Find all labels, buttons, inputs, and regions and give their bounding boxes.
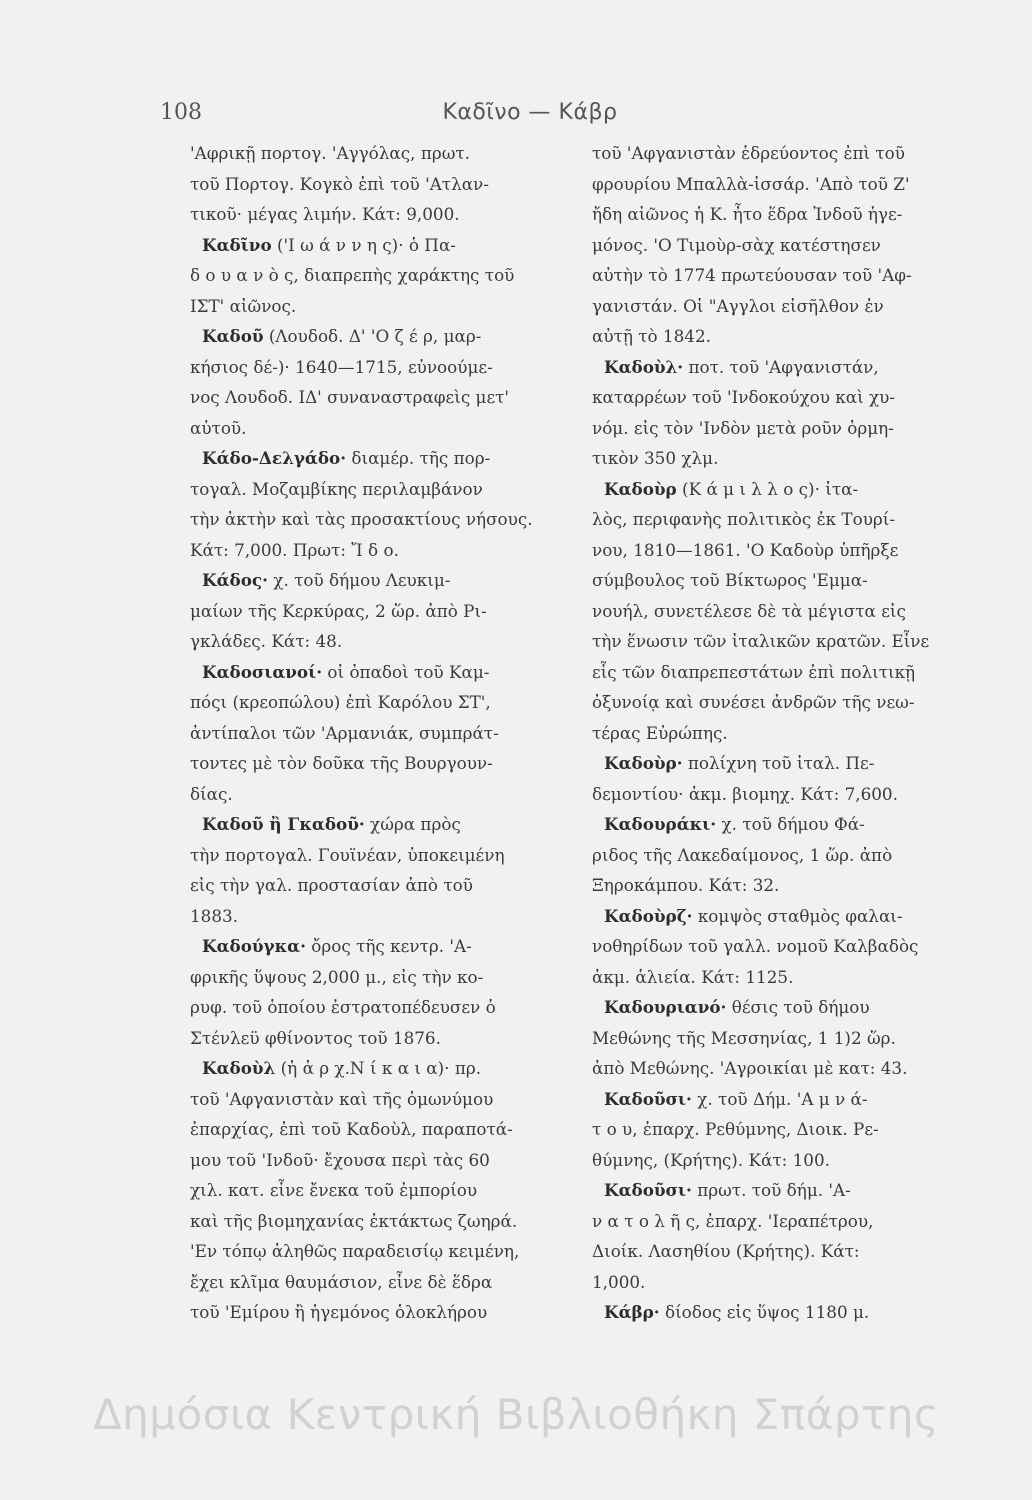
entry-line: σύμβουλος τοῦ Βίκτωρος 'Εμμα- — [592, 570, 868, 590]
entry-line: Κάτ: 7,000. Πρωτ: Ἴ δ ο. — [190, 539, 399, 560]
dictionary-entry — [592, 474, 980, 749]
dictionary-entry — [592, 901, 980, 993]
entry-text: ('Ι ω ά ν ν η ς)· ὁ Πα- — [271, 234, 456, 255]
entry-line: φρικῆς ὕψους 2,000 μ., εἰς τὴν κο- — [190, 966, 484, 987]
entry-line: καταρρέων τοῦ 'Ινδοκούχου καὶ χυ- — [592, 387, 896, 407]
entry-text: χώρα πρὸς — [364, 814, 461, 834]
entry-line: θύμνης, (Κρήτης). Κάτ: 100. — [592, 1149, 830, 1170]
entry-line: γανιστάν. Οἱ "Αγγλοι εἰσῆλθον ἐν — [592, 295, 884, 316]
entry-headword: Καδοσιανοί· — [202, 661, 323, 682]
entry-headword: Καδούγκα· — [202, 936, 306, 956]
dictionary-entry — [190, 443, 578, 565]
entry-line: ν α τ ο λ ῆ ς, ἐπαρχ. 'Ιεραπέτρου, — [592, 1210, 874, 1231]
entry-line: ἀντίπαλοι τῶν 'Αρμανιάκ, συμπράτ- — [190, 722, 499, 743]
library-watermark: Δημόσια Κεντρική Βιβλιοθήκη Σπάρτης — [92, 1390, 940, 1439]
entry-line: τοντες μὲ τὸν δοῦκα τῆς Βουργουν- — [190, 753, 493, 773]
entry-line: δ ο υ α ν ὸ ς, διαπρεπὴς χαράκτης τοῦ — [190, 265, 515, 285]
entry-line: εἷς τῶν διαπρεπεστάτων ἐπὶ πολιτικῇ — [592, 661, 916, 682]
entry-line: πόςι (κρεοπώλου) ἐπὶ Καρόλου ΣΤ', — [190, 692, 491, 712]
entry-headword: Καδουράκι· — [604, 814, 717, 834]
entry-headword: Καδοὺρ — [604, 478, 677, 499]
entry-line: χιλ. κατ. εἶνε ἔνεκα τοῦ ἐμπορίου — [190, 1180, 478, 1200]
entry-first-line — [190, 230, 578, 261]
entry-first-line — [592, 809, 980, 840]
entry-headword: Κάδος· — [202, 570, 268, 590]
page-number: 108 — [160, 100, 202, 125]
entry-line: τοῦ 'Αφγανιστὰν ἑδρεύοντος ἐπὶ τοῦ — [592, 143, 905, 163]
entry-line: δεμοντίου· ἀκμ. βιομηχ. Κάτ: 7,600. — [592, 783, 898, 804]
dictionary-entry — [190, 809, 578, 931]
right-column — [592, 138, 980, 1328]
entry-first-line — [190, 321, 578, 352]
entry-line: τικὸν 350 χλμ. — [592, 448, 719, 468]
entry-first-line — [592, 352, 980, 383]
entry-line: δίας. — [190, 783, 233, 804]
entry-headword: Καδοῦσι· — [604, 1088, 692, 1109]
entry-line: ἀκμ. ἁλιεία. Κάτ: 1125. — [592, 966, 794, 987]
dictionary-entry — [190, 1053, 578, 1328]
entry-first-line — [592, 1175, 980, 1206]
entry-text: πολίχνη τοῦ ἰταλ. Πε- — [682, 753, 875, 773]
dictionary-entry — [190, 565, 578, 657]
entry-text: κομψὸς σταθμὸς φαλαι- — [692, 905, 903, 926]
entry-line: ρυφ. τοῦ ὁποίου ἐστρατοπέδευσεν ὁ — [190, 997, 496, 1017]
entry-line: Διοίκ. Λασηθίου (Κρήτης). Κάτ: — [592, 1241, 860, 1261]
entry-first-line — [592, 748, 980, 779]
entry-first-line — [592, 992, 980, 1023]
entry-line: Μεθώνης τῆς Μεσσηνίας, 1 1)2 ὥρ. — [592, 1027, 896, 1048]
entry-line: 1883. — [190, 905, 239, 926]
entry-line: καὶ τῆς βιομηχανίας ἐκτάκτως ζωηρά. — [190, 1210, 518, 1231]
entry-line: 1,000. — [592, 1271, 646, 1292]
dictionary-entry — [190, 657, 578, 810]
entry-line: τὴν ἕνωσιν τῶν ἰταλικῶν κρατῶν. Εἶνε — [592, 631, 930, 651]
entry-line: μαίων τῆς Κερκύρας, 2 ὥρ. ἀπὸ Ρι- — [190, 600, 487, 621]
entry-headword: Καδοῦ — [202, 326, 264, 346]
dictionary-entry — [592, 1297, 980, 1328]
dictionary-entry — [190, 931, 578, 1053]
entry-line: ριδος τῆς Λακεδαίμονος, 1 ὥρ. ἀπὸ — [592, 844, 893, 865]
entry-text: ὄρος τῆς κεντρ. 'Α- — [305, 936, 472, 956]
entry-line: τοῦ 'Εμίρου ἢ ἡγεμόνος ὁλοκλήρου — [190, 1302, 488, 1322]
entry-line: νουήλ, συνετέλεσε δὲ τὰ μέγιστα εἰς — [592, 600, 906, 621]
entry-text: δίοδος εἰς ὕψος 1180 μ. — [659, 1302, 870, 1322]
entry-headword: Κάδο-Δελγάδο· — [202, 448, 347, 468]
entry-line: γκλάδες. Κάτ: 48. — [190, 631, 343, 651]
entry-line: τογαλ. Μοζαμβίκης περιλαμβάνον — [190, 478, 483, 499]
entry-text: θέσις τοῦ δήμου — [726, 997, 870, 1017]
entry-line: μόνος. 'Ο Τιμοὺρ-σὰχ κατέστησεν — [592, 234, 881, 255]
entry-text: οἱ ὀπαδοὶ τοῦ Καμ- — [322, 661, 490, 682]
entry-first-line — [190, 809, 578, 840]
entry-line: 'Αφρικῇ πορτογ. 'Αγγόλας, πρωτ. — [190, 143, 471, 163]
entry-line: τοῦ Πορτογ. Κογκὸ ἐπὶ τοῦ 'Ατλαν- — [190, 173, 489, 194]
entry-line: λὸς, περιφανὴς πολιτικὸς ἐκ Τουρί- — [592, 509, 896, 529]
dictionary-entry — [592, 1084, 980, 1176]
running-head: Καδῖνο — Κάβρ — [442, 100, 618, 125]
entry-text: χ. τοῦ δήμου Λευκιμ- — [267, 570, 451, 590]
entry-line: αὐτοῦ. — [190, 417, 247, 438]
entry-headword: Κάβρ· — [604, 1302, 660, 1322]
entry-line: τὴν πορτογαλ. Γουϊνέαν, ὑποκειμένη — [190, 844, 505, 865]
entry-line: νου, 1810—1861. 'Ο Καδοὺρ ὑπῆρξε — [592, 539, 899, 560]
entry-text: πρωτ. τοῦ δήμ. 'Α- — [691, 1180, 851, 1200]
entry-first-line — [592, 1297, 980, 1328]
entry-first-line — [190, 931, 578, 962]
entry-text: χ. τοῦ δήμου Φά- — [716, 814, 865, 834]
entry-line: Στένλεϋ φθίνοντος τοῦ 1876. — [190, 1027, 441, 1048]
entry-line: 'Εν τόπῳ ἀληθῶς παραδεισίῳ κειμένη, — [190, 1241, 520, 1261]
entry-line: φρουρίου Μπαλλὰ-ἰσσάρ. 'Απὸ τοῦ Ζ' — [592, 173, 910, 194]
dictionary-entry — [592, 138, 980, 352]
entry-first-line — [592, 901, 980, 932]
entry-line: Ξηροκάμπου. Κάτ: 32. — [592, 875, 780, 895]
entry-headword: Καδουριανό· — [604, 997, 727, 1017]
entry-line: εἰς τὴν γαλ. προστασίαν ἀπὸ τοῦ — [190, 875, 473, 895]
entry-line: ἀπὸ Μεθώνης. 'Αγροικίαι μὲ κατ: 43. — [592, 1058, 908, 1078]
dictionary-entry — [592, 992, 980, 1084]
entry-line: τέρας Εὐρώπης. — [592, 722, 728, 743]
entry-line: τικοῦ· μέγας λιμήν. Κάτ: 9,000. — [190, 204, 460, 224]
entry-text: (Κ ά μ ι λ λ ο ς)· ἰτα- — [676, 478, 859, 499]
entry-line: νοθηρίδων τοῦ γαλλ. νομοῦ Καλβαδὸς — [592, 936, 919, 956]
entry-headword: Καδοὺρζ· — [604, 905, 693, 926]
entry-text: διαμέρ. τῆς πορ- — [346, 448, 491, 468]
entry-line: ἔχει κλῖμα θαυμάσιον, εἶνε δὲ ἕδρα — [190, 1271, 493, 1292]
entry-line: ἤδη αἰῶνος ἡ Κ. ἦτο ἕδρα Ἰνδοῦ ἡγε- — [592, 204, 903, 224]
entry-first-line — [190, 1053, 578, 1084]
entry-line: μου τοῦ 'Ινδοῦ· ἔχουσα περὶ τὰς 60 — [190, 1149, 490, 1170]
entry-headword: Καδοὺλ· — [604, 356, 684, 377]
dictionary-entry — [592, 352, 980, 474]
entry-text: (Λουδοδ. Δ' 'Ο ζ έ ρ, μαρ- — [263, 326, 482, 346]
dictionary-entry — [190, 230, 578, 322]
entry-first-line — [190, 443, 578, 474]
entry-first-line — [592, 474, 980, 505]
entry-headword: Καδῖνο — [202, 234, 272, 255]
entry-headword: Καδοῦσι· — [604, 1180, 692, 1200]
entry-text: (ἡ ἀ ρ χ.Ν ί κ α ι α)· πρ. — [275, 1058, 482, 1078]
entry-line: τοῦ 'Αφγανιστὰν καὶ τῆς ὁμωνύμου — [190, 1088, 494, 1109]
entry-first-line — [592, 1084, 980, 1115]
entry-line: ὀξυνοίᾳ καὶ συνέσει ἀνδρῶν τῆς νεω- — [592, 692, 915, 712]
dictionary-entry — [592, 809, 980, 901]
dictionary-entry — [190, 138, 578, 230]
dictionary-entry — [592, 1175, 980, 1297]
entry-text: χ. τοῦ Δήμ. 'Α μ ν ά- — [691, 1088, 868, 1109]
left-column — [190, 138, 578, 1328]
entry-first-line — [190, 565, 578, 596]
entry-headword: Καδοῦ ἢ Γκαδοῦ· — [202, 814, 365, 834]
dictionary-entry — [190, 321, 578, 443]
entry-line: αὐτὴν τὸ 1774 πρωτεύουσαν τοῦ 'Αφ- — [592, 265, 912, 285]
entry-line: τ ο υ, ἐπαρχ. Ρεθύμνης, Διοικ. Ρε- — [592, 1119, 879, 1139]
entry-text: ποτ. τοῦ 'Αφγανιστάν, — [683, 356, 879, 377]
entry-line: νόμ. εἰς τὸν 'Ινδὸν μετὰ ροῦν ὁρμη- — [592, 417, 894, 438]
entry-line: αὐτῇ τὸ 1842. — [592, 326, 711, 346]
entry-line: τὴν ἀκτὴν καὶ τὰς προσακτίους νήσους. — [190, 509, 533, 529]
entry-first-line — [190, 657, 578, 688]
entry-line: ΙΣΤ' αἰῶνος. — [190, 295, 297, 316]
entry-headword: Καδοὺλ — [202, 1058, 276, 1078]
entry-headword: Καδοὺρ· — [604, 753, 683, 773]
dictionary-entry — [592, 748, 980, 809]
entry-line: ἐπαρχίας, ἐπὶ τοῦ Καδοὺλ, παραποτά- — [190, 1119, 513, 1139]
entry-line: κήσιος δέ-)· 1640—1715, εὐνοούμε- — [190, 356, 493, 377]
entry-line: νος Λουδοδ. ΙΔ' συναναστραφεὶς μετ' — [190, 387, 510, 407]
